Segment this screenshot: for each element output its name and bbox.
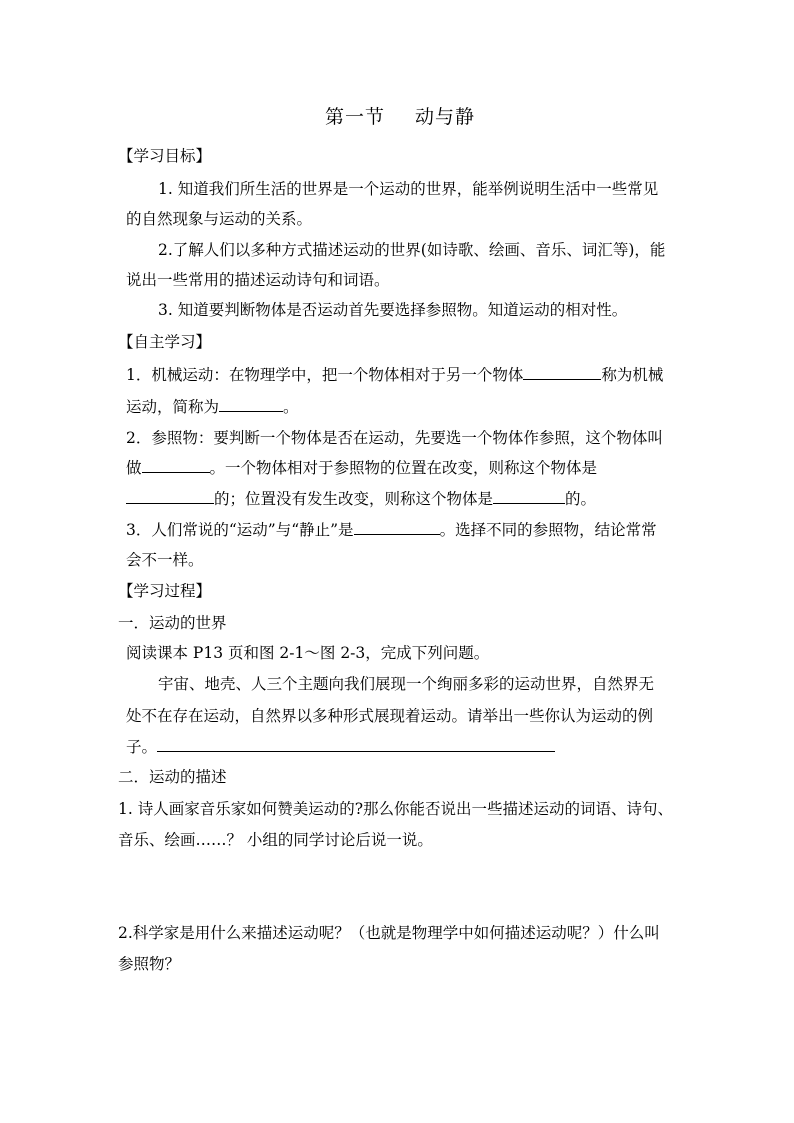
goals-header: 【学习目标】 bbox=[118, 147, 212, 165]
goal-1-line-2: 的自然现象与运动的关系。 bbox=[126, 210, 313, 228]
answer-blank[interactable] bbox=[157, 735, 555, 752]
answer-blank[interactable] bbox=[126, 487, 214, 504]
part-1-paragraph-line-3 bbox=[126, 735, 555, 758]
process-header: 【学习过程】 bbox=[118, 582, 212, 600]
question-1-line-1 bbox=[126, 363, 663, 386]
self-study-header: 【自主学习】 bbox=[118, 333, 212, 351]
question-2-line-3 bbox=[126, 487, 596, 510]
page-title bbox=[325, 106, 475, 128]
goal-3: 3. 知道要判断物体是否运动首先要选择参照物。知道运动的相对性。 bbox=[158, 301, 628, 319]
question-2-line-1: 2．参照物：要判断一个物体是否在运动，先要选一个物体作参照，这个物体叫 bbox=[126, 429, 663, 447]
question-2-text-b: 做 bbox=[126, 459, 142, 477]
part-2-question-2-line-1: 2.科学家是用什么来描述运动呢？（也就是物理学中如何描述运动呢？）什么叫 bbox=[118, 924, 660, 942]
question-3-line-2: 会不一样。 bbox=[126, 551, 204, 569]
part-1-example-label: 子。 bbox=[126, 738, 158, 756]
part-2-title: 二．运动的描述 bbox=[118, 768, 227, 786]
question-2-text-d: 的；位置没有发生改变，则称这个物体是 bbox=[214, 490, 494, 508]
question-1-period: 。 bbox=[283, 398, 299, 416]
part-2-question-2-line-2: 参照物？ bbox=[118, 955, 181, 973]
goal-2-line-2: 说出一些常用的描述运动诗句和词语。 bbox=[126, 271, 390, 289]
question-2-text-c: 。一个物体相对于参照物的位置在改变，则称这个物体是 bbox=[209, 459, 598, 477]
question-1-text-end: 称为机械 bbox=[601, 366, 664, 384]
part-2-question-1-line-2: 音乐、绘画……？ 小组的同学讨论后说一说。 bbox=[118, 831, 433, 849]
title-section-number: 第一节 bbox=[325, 106, 386, 128]
question-2-text-e: 的。 bbox=[565, 490, 597, 508]
answer-blank[interactable] bbox=[493, 487, 565, 504]
answer-blank[interactable] bbox=[354, 518, 440, 535]
question-2-line-2 bbox=[126, 456, 597, 479]
part-1-paragraph-line-2: 处不在存在运动，自然界以多种形式展现着运动。请举出一些你认为运动的例 bbox=[126, 707, 654, 725]
question-3-text-a: 3．人们常说的“运动”与“静止”是 bbox=[126, 521, 354, 539]
question-3-line-1 bbox=[126, 518, 657, 541]
goal-2-line-1: 2.了解人们以多种方式描述运动的世界(如诗歌、绘画、音乐、词汇等)，能 bbox=[158, 241, 666, 259]
goal-1-line-1: 1. 知道我们所生活的世界是一个运动的世界，能举例说明生活中一些常见 bbox=[158, 180, 659, 198]
title-topic: 动与静 bbox=[415, 106, 476, 128]
question-3-text-b: 。选择不同的参照物，结论常常 bbox=[439, 521, 657, 539]
question-1-line-2 bbox=[126, 395, 299, 418]
part-2-question-1-line-1: 1. 诗人画家音乐家如何赞美运动的?那么你能否说出一些描述运动的词语、诗句、 bbox=[118, 800, 674, 818]
part-1-reading: 阅读课本 P13 页和图 2-1～图 2-3，完成下列问题。 bbox=[126, 644, 490, 662]
question-1-text: 1．机械运动：在物理学中，把一个物体相对于另一个物体 bbox=[126, 366, 524, 384]
question-1-text-2: 运动，简称为 bbox=[126, 398, 220, 416]
answer-blank[interactable] bbox=[219, 395, 283, 412]
part-1-title: 一．运动的世界 bbox=[118, 614, 227, 632]
answer-blank[interactable] bbox=[142, 456, 210, 473]
answer-blank[interactable] bbox=[523, 363, 601, 380]
part-1-paragraph-line-1: 宇宙、地壳、人三个主题向我们展现一个绚丽多彩的运动世界，自然界无 bbox=[158, 675, 655, 693]
